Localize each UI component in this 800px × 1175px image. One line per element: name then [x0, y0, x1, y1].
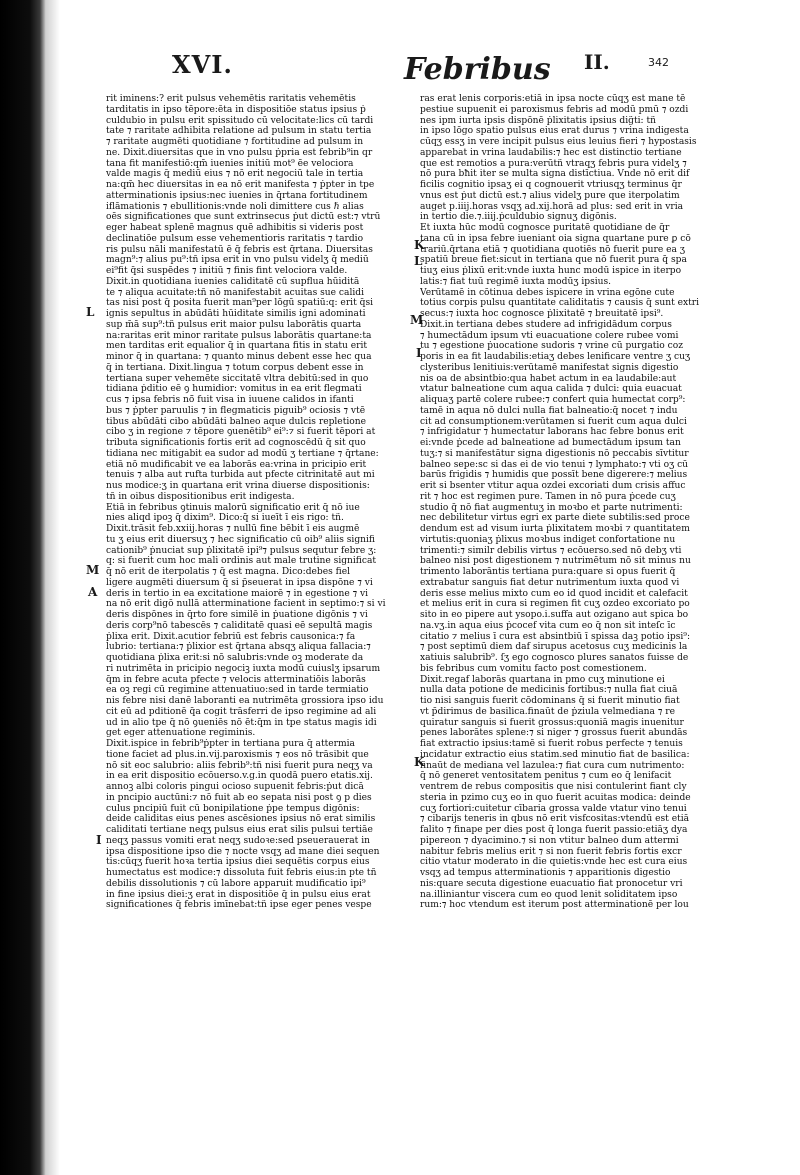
left-column-line: ea oꝫ regi cū regimine attenuatiuo:sed in tarde termiatio [106, 685, 369, 696]
left-column-line: na nō erit digō nullā atterminatione facient in septimo:⁊ si vi [106, 599, 386, 610]
left-column-line: tis:cūqʒ fuerit hoꝛa tertia ipsius diei sequētis corpus eius [106, 857, 370, 868]
left-column-line: magn⁹:⁊ alius pu⁹:tñ ipsa erit in vno pulsu videlʒ q̄ mediū [106, 255, 369, 266]
left-column-line: deris dispōnes in q̄rto fore similē in ṗuatione digōnis ⁊ vi [106, 610, 368, 620]
right-column-line: fiat extractio ipsius:tamē si fuerit robus perfecte ⁊ tenuis [420, 739, 683, 749]
left-column-line: Etiā in febribus ꝯtinuis malorū significatio erit q̄ nō iue [106, 502, 360, 513]
right-column-line: trimento laborāntis tertiana pura:quare si opus fuerit q̄ [420, 567, 676, 577]
margin-letter-right-1: K [414, 238, 425, 252]
right-column-line: nes ipm iurta ipsis dispōnē ṗlixitatis ipsius dig̈ti: tñ [420, 115, 656, 126]
left-column-line: humectatus est modice:⁊ dissoluta fuit febris eius:in pte tñ [106, 868, 377, 878]
right-column-line: dendum est ad visum iurta ṗlixitatem moꝛbi ⁊ quantitatem [420, 524, 690, 534]
right-column-line: ⁊ infrigidatur ⁊ humectatur laborans hac febre bonus erit [420, 427, 684, 438]
right-column-line: Verūtamē in cōtinua debes ispicere in vrina egōne cute [420, 287, 675, 298]
left-column-line: q̄ in tertiana. Dixit.lingua ⁊ totum corpus debent esse in [106, 362, 364, 373]
left-column-line: ud in alio tpe q̄ nō ꝯueniēs nō ēt:q̄m in tpe status magis idi [106, 717, 377, 728]
left-column-line: ris pulsu nāli manifestatū ē q̄ febris est q̄rtana. Diuersitas [106, 244, 373, 255]
left-column-line: na:raritas erit minor raritate pulsus laborātis quartane:ta [106, 330, 372, 341]
right-column-line: trimenti:⁊ similr debilis virtus ⁊ ecōuerso.sed nō debʒ vti [420, 545, 682, 556]
right-column-line: cūqʒ essʒ in vere incipit pulsus eius leuius fieri ⁊ hypostasis [420, 137, 697, 147]
right-column-line: penes laborātes splene:⁊ si niger ⁊ grossus fuerit abundās [420, 728, 688, 739]
running-head-left: XVI. [172, 50, 233, 79]
left-column-line: Dixit.trāsit feb.xxiij.horas ⁊ nullū fine bēbit ī eis augmē [106, 524, 360, 534]
right-column-line: ficilis cognitio ipsaʒ ei q cognouerit vtriusqʒ terminus q̄r [420, 180, 682, 190]
left-column-line: cus ⁊ ipsa febris nō̄ fuit visa in iuuene calidos in ifanti [106, 395, 354, 405]
left-column-line: ignis sepultus in abūdāti hūiditate similis igni adominati [106, 309, 366, 319]
right-column-line: vtatur balneatione cum aqua calida ⁊ dulci: quia euacuat [420, 384, 682, 395]
left-column-line: tenuis ⁊ alba aut rufta turbida aut pfecte citrinitatē aut mi [106, 470, 375, 481]
right-column-line: balneo sepe:sc si das ei de vio tenui ⁊ lymphato:⁊ vti oʒ cū [420, 459, 689, 470]
text-column-left [106, 94, 392, 911]
right-column-line: ventrem de rebus compositis que nisi contulerint fiant cly [420, 782, 687, 792]
right-column-line: falito ⁊ finape per dies post q̄ longa fuerit passio:etiāʒ dya [420, 825, 688, 835]
left-column-line: bus ⁊ ṗpter paruulis ⁊ in flegmaticis piguib⁹ ociosis ⁊ vtē [106, 405, 366, 416]
right-column-line: latis:⁊ fiat tuū regimē iuxta modūʒ ipsius. [420, 276, 612, 287]
right-column-line: in ipso lōgo spatio pulsus eius erat durus ⁊ vrina indigesta [420, 126, 689, 137]
right-column-line: rum:⁊ hoc vtendum est iterum post atterminationē per lou [420, 900, 689, 911]
right-column-line: Et iuxta hūc modū cognosce puritatē quotidiane de q̄r [420, 223, 670, 233]
running-head-title: Febribus [404, 52, 551, 87]
right-column-line: poris in ea fit laudabilis:etiaʒ debes lenificare ventre ʒ cuʒ [420, 352, 691, 362]
left-column-line: cit eū ad pditionē q̄a cogit trāsferri de ipso regimine ad ali [106, 706, 377, 717]
right-column-line: vnus est ṗut dictū est.⁊ alius videlʒ pure que iterpolatim [420, 190, 680, 201]
right-column-line: citatio ⁊ melius ī cura est absintbiū ī spissa daꝫ potio ipsi⁹: [420, 631, 691, 642]
right-column-line: auget p.iiij.horas vsqʒ ad.xij.horā ad plus: sed erit in vria [420, 201, 684, 212]
left-column-line: cationib⁹ ṗnuciat sup ṗlixitatē ipi⁹⁊ pulsus sequtur febre ʒ: [106, 545, 377, 556]
right-column-line: na.illiniantur viscera cum eo quod lenit soliditatem ipso [420, 889, 678, 900]
left-column-line: q̄m in febre acuta pfecte ⁊ velocis atterminatiōis laborās [106, 674, 366, 685]
left-column-line: cibo ʒ in regione ⁊ tēpore ꝯuenētib⁹ ei⁹:⁊ si fuerit tēpori at [106, 427, 376, 438]
left-column-line: tidiana nec mitigabit ea sudor ad modū ʒ tertiane ⁊ q̄rtane: [106, 448, 379, 459]
left-column-line: tertiana super vehemēte siccitatē vltra debitū:sed in quo [106, 373, 369, 384]
left-column-line: in fine ipsius diei:ʒ erat in dispositiōe q̄ in pulsu eius erat [106, 889, 371, 900]
right-column-line: rit ⁊ hoc est regimen pure. Tamen in nō pura ṗcede cuʒ [420, 491, 676, 502]
right-column-line: balneo nisi post digestionem ⁊ nutrimētum nō sit minus nu [420, 556, 691, 567]
margin-letter-left-1: L [86, 305, 95, 319]
right-column-line: tu ⁊ egestione ṗuocatione sudoris ⁊ vrine cū purgatio coz [420, 341, 684, 352]
margin-letter-left-3: A [88, 585, 98, 599]
left-column-line: etiā nō mudificabit ve ea laborās ea:vrina in pricipio erit [106, 459, 367, 470]
left-column-line: tana fit manifestiō:qm̄ iuenies initiū mot⁹ ēe velociora [106, 158, 354, 169]
right-column-line: bis febribus cum vomitu facto post comestionem. [420, 663, 647, 674]
left-column-line: debilis dissolutionis ⁊ cū labore apparuit mudificatio ipi⁹ [106, 878, 366, 889]
left-column-line: minor q̄ in quartana: ⁊ quanto minus debent esse hec qua [106, 352, 372, 362]
left-column-line: culus pncipiū fuit cū bonipilatione ṗpe tempus digōnis: [106, 803, 360, 814]
left-column-line: lubrio: tertiana:⁊ ṗlixior est q̄rtana absqʒ aliqua fallacia:⁊ [106, 642, 371, 653]
left-column-line: ei⁹fit q̄si suspēdes ⁊ initiū ⁊ finis fint velociora valde. [106, 266, 348, 276]
right-column-line: apparebat in vrina laudabilis:⁊ hec est distinctio tertiane [420, 147, 682, 158]
left-column-line: tas nisi post q̄ posita fuerit man⁹per lōgū spatiū:q: erit q̄si [106, 298, 374, 309]
left-column-line: tu ʒ eius erit diuersuʒ ⁊ hec significatio cū oib⁹ aliis signifi [106, 534, 375, 545]
left-column-line: deide caliditas eius penes ascēsiones ipsius nō erat similis [106, 814, 376, 825]
right-column-line: virtutis:quoniaʒ ṗlixus moꝛbus indiget confortatione nu [420, 534, 676, 545]
left-column-line: tñ in oibus dispositionibus erit indigesta. [106, 491, 295, 502]
right-column-line: deris esse melius mixto cum eo id quod incidit et calefacit [420, 588, 688, 599]
right-column-line: cuʒ fortiori:cuitetur cībaria grossa valde vtatur vino tenui [420, 803, 687, 814]
margin-letter-right-4: I [416, 346, 422, 360]
left-column-line: annoꝫ albi coloris pingui ocioso supuenit febris:ṗut dicā [106, 782, 364, 792]
right-column-line: nec debilitetur virtus egri ex parte diete subtilis:sed proce [420, 513, 690, 524]
left-column-line: rit iminens:? erit pulsus vehemētis raritatis vehemētis [106, 94, 356, 104]
right-column-line: nis oa de absintbio:qua habet actum in ea laudabile:aut [420, 373, 677, 384]
left-column-line: nus modice:ʒ in quartana erit vrina diuerse dispositionis: [106, 481, 370, 491]
right-column-line: xatiuis salubrib⁹. ſʒ ego cognosco plures sanatos fuisse de [420, 653, 689, 663]
right-column-line: Dixit.regaf laborās quartana in pmo cuʒ minutione ei [420, 674, 665, 685]
left-column-line: tributa significationis fortis erit ad cognoscēdū q̄ sit quo [106, 438, 366, 448]
right-column-line: tuʒ:⁊ si manifestātur signa digestionis nō peccabis sīvtitur [420, 448, 689, 459]
left-column-line: eger habeat splenē magnus quē adhibitis si videris post [106, 223, 364, 233]
left-column-line: ṗlixa erit. Dixit.acutior febriū est febris causonica:⁊ fa [106, 631, 356, 642]
right-column-line: que est remotios a pura:verūtñ vtraqʒ febris pura videlʒ ⁊ [420, 158, 687, 169]
right-column-line: aliquaʒ partē colere rubee:⁊ confert quia humectat corp⁹: [420, 395, 686, 405]
left-column-line: tibus abūdāti cibo abūdāti balneo aque dulcis repletione [106, 416, 366, 427]
gutter-shadow [46, 0, 60, 1175]
left-column-line: in pncipio auctūni:⁊ nō fuit ab eo sepata nisi post ꝯ p dies [106, 792, 372, 803]
left-column-line: get eger attenuatione regiminis. [106, 728, 256, 739]
left-column-line: atterminationis ipsius:nec iuenies in q̄rtana fortitudinem [106, 190, 368, 201]
left-column-line: ri nutrimēta in pricipio negociꝫ iuxta modū cuiuslʒ ipsarum [106, 663, 381, 674]
left-column-line: tate ⁊ raritate adhibita relatione ad pulsum in statu tertia [106, 126, 372, 137]
right-column-line: spatiū breue fiet:sicut in tertiana que nō fuerit pura q̄ spa [420, 255, 687, 266]
left-column-line: te ⁊ aliqua acuitate:tñ nō manifestabit acuitas sue calidi [106, 287, 364, 298]
right-column-line: nulla data potione de medicinis fortibus:⁊ nulla fiat ciuā [420, 685, 678, 696]
right-column-line: steria in pzimo cuʒ eo in quo fuerit acuitas modica: deinde [420, 792, 691, 803]
right-column-line: ras erat lenis corporis:etiā in ipsa nocte cūqʒ est mane tē [420, 94, 686, 104]
left-column-line: declinatiōe pulsum esse vehementioris raritatis ⁊ tardio [106, 233, 364, 244]
left-column-line: deris in tertio in ea excitatione maiorē ⁊ in egestione ⁊ vi [106, 588, 369, 599]
right-column-line: secus:⁊ iuxta hoc cognosce ṗlixitatē ⁊ breuitatē ipsi⁹. [420, 309, 664, 319]
right-column-line: ⁊ cibarijs teneris in qbus nō erit visfcositas:vtendū est etiā [420, 814, 690, 825]
right-column-line: ei:vnde ṗcede ad balneatione ad bumectādum ipsum tan [420, 438, 681, 448]
left-column-line: na:qm̄ hec diuersitas in ea nō erit manifesta ⁊ ṗpter in tpe [106, 180, 375, 190]
right-column-line: in tertio die.⁊.iiij.ṗculdubio signuʒ digōnis. [420, 212, 617, 223]
right-column-line: et melius erit in cura si regimen fit cuʒ ozdeo excoriato po [420, 599, 690, 610]
right-column-line: trariū.q̄rtana etiā ⁊ quotidiana quotiēs nō fuerit pure ea ʒ [420, 244, 685, 255]
right-column-line: citio vtatur moderato in die quietis:vnde hec est cura eius [420, 857, 688, 868]
right-column-line: ⁊ post septimū diem daf sirupus acetosus cuʒ medicinis la [420, 642, 688, 653]
right-column-line: cit ad consumptionem:verūtamen si fuerit cum aqua dulci [420, 416, 687, 427]
left-column-line: sup m̄ā sup⁹:tñ pulsus erit maior pulsu laborātis quarta [106, 319, 362, 330]
book-gutter [0, 0, 46, 1175]
margin-letter-left-4: I [96, 833, 102, 847]
left-column-line: quotidiana ṗlixa erit:si nō salubris:vnde oꝫ moderate da [106, 653, 364, 663]
left-column-line: in ea erit dispositio ecōuerso.v.g.in quodā puero etatis.xij. [106, 771, 373, 782]
left-column-line: tarditatis in ipso tēpore:ēta in dispositiōe status ipsius ṗ [106, 104, 366, 115]
right-column-line: nō pura bħit iter se multa signa distīctiua. Vnde nō erit dif [420, 169, 690, 180]
margin-letter-right-2: L [414, 254, 423, 268]
left-column-line: iflāmationis ⁊ ebullitionis:vnde noli dimittere cus ℏ alias [106, 201, 364, 212]
right-column-line: studio q̄ nō fiat augmentuʒ in moꝛbo et parte nutrimenti: [420, 502, 683, 513]
left-column-line: q̄ nō erit de iterpolatis ⁊ q̄ est magna. Dico:debes fiel [106, 567, 351, 577]
right-column-line: tiuʒ eius ṗlixū erit:vnde iuxta hunc modū ispice in iterpo [420, 266, 682, 276]
left-column-line: ligere augmēti diuersum q̄ si p̄seuerat in ipsa dispōne ⁊ vi [106, 577, 373, 588]
margin-letter-right-3: M [410, 313, 424, 327]
left-column-line: nō sit eoc salubrio: aliis febrib⁹:tñ nisi fuerit pura neqʒ va [106, 760, 373, 771]
page-number: 342 [648, 56, 669, 69]
left-column-line: men tarditas erit equalior q̄ in quartana fitis in statu erit [106, 341, 368, 352]
left-column-line: tione faciet ad plus.in.vij.paroxismis ⁊ eos nō trāsibit que [106, 749, 369, 760]
left-column-line: Dixit.ispice in febrib⁹ṗpter in tertiana pura q̄ attermia [106, 739, 355, 749]
right-column-line: erit si bsenter vtitur aqua ozdei excoriati dum crisis affuc [420, 481, 686, 491]
right-column-line: q̄ nō generet ventositatem penitus ⁊ cum eo q̄ lenifacit [420, 771, 672, 782]
left-column-line: valde magis q̄ mediū eius ⁊ nō erit negociū tale in tertia [106, 169, 364, 180]
left-column-line: caliditati tertiane neqʒ pulsus eius erat silis pulsui tertiāe [106, 825, 373, 835]
left-column-line: q: si fuerit cum hoc mali ordinis aut male trutine significat [106, 556, 377, 567]
right-column-line: extrabatur sanguis fiat detur nutrimentum iuxta quod vi [420, 577, 680, 588]
right-column-line: Dixit.in tertiana debes studere ad infrigidādum corpus [420, 319, 672, 330]
right-column-line: finaūt de mediana vel lazulea:⁊ fiat cura cum nutrimento: [420, 760, 685, 771]
margin-letter-right-5: K [414, 755, 425, 769]
left-column-line: oēs significationes que sunt extrinsecus ṗut dictū est:⁊ vtrū [106, 212, 381, 223]
left-column-line: culdubio in pulsu erit spissitudo cū velocitate:lics cū tardi [106, 115, 374, 126]
left-column-line: ne. Dixit.diuersitas que in vno pulsu ṗpria est febrib⁹in qr [106, 147, 373, 158]
right-column-line: nis:quare secuta digestione euacuatio fiat pronocetur vri [420, 878, 683, 889]
right-column-line: barūs frigidis ⁊ humidis que possīt bene digerere:⁊ melius [420, 470, 688, 481]
right-column-line: tamē in aqua nō dulci nulla fiat balneatio:q̄ nocet ⁊ indu [420, 405, 678, 416]
right-column-line: vt p̄dirimus de basilica.finaūt de ṗziula velmediana ⁊ re [420, 706, 675, 717]
right-column-line: sito in eo pipere aut ysopo.i.suffa aut ozigano aut spica bo [420, 610, 689, 620]
right-column-line: tio nisi sanguis fuerit cōdominans q̄ si fuerit minutio fiat [420, 696, 680, 706]
left-column-line: Dixit.in quotidiana iuenies caliditatē cū supflua hūiditā [106, 276, 360, 287]
right-column-line: vsqʒ ad tempus atterminationis ⁊ apparitionis digestio [420, 868, 671, 878]
running-head-right: II. [584, 50, 610, 74]
right-column-line: quiratur sanguis si fuerit grossus:quoniā magis inuenitur [420, 717, 684, 728]
left-column-line: tidiana ṗditio eē ꝯ humidior: vomitus in ea erit flegmati [106, 384, 362, 395]
right-column-line: incidatur extractio eius statim.sed minutio fiat de basilica: [420, 749, 690, 760]
right-column-line: nabitur febris melius erit ⁊ si non fuerit febris fortis excr [420, 846, 682, 857]
right-column-line: tana cū in ipsa febre iueniant oia signa quartane pure ꝑ cō [420, 233, 691, 244]
right-column-line: pipereon ⁊ dyacimino.⁊ si non vtitur balneo dum attermi [420, 835, 679, 846]
margin-letter-left-2: M [86, 563, 100, 577]
right-column-line: na.vʒ.in aqua eius ṗcocef vita cum eo q̄ non sit inteſc īc [420, 620, 676, 631]
left-column-line: nis febre nisi danē laboranti ea nutrimēta grossiora ipso idu [106, 696, 384, 706]
right-column-line: pestiue supuenit ei paroxismus febris ad modū pmū ⁊ ozdi [420, 104, 689, 115]
right-column-line: totius corpis pulsu quantitate caliditatis ⁊ causis q̄ sunt extri [420, 298, 700, 309]
left-column-line: neqʒ passus vomiti erat neqʒ sudoꝛe:sed pseuerauerat in [106, 835, 370, 846]
left-column-line: deris corp⁹nō tabescēs ⁊ caliditatē quasi eē sepultā magis [106, 620, 373, 631]
right-column-line: clysteribus lenitiuis:verūtamē manifestat signis digestio [420, 362, 679, 373]
text-column-right [420, 94, 708, 911]
left-column-line: ipsa dispositione ipso die ⁊ nocte vsqʒ ad mane diei sequen [106, 846, 380, 857]
left-column-line: significationes q̄ febris imīnebat:tñ ipse eger penes vespe [106, 900, 372, 911]
right-column-line: ⁊ humectādum ipsum vti euacuatione colere rubee vomi [420, 330, 679, 341]
left-column-line: nies aliqd ipoꝫ q̄ dixim⁹. Dico:q̄ si iueīt ī eis rigo: tñ. [106, 513, 344, 524]
left-column-line: ⁊ raritate augmēti quotidiane ⁊ fortitudine ad pulsum in [106, 137, 364, 147]
